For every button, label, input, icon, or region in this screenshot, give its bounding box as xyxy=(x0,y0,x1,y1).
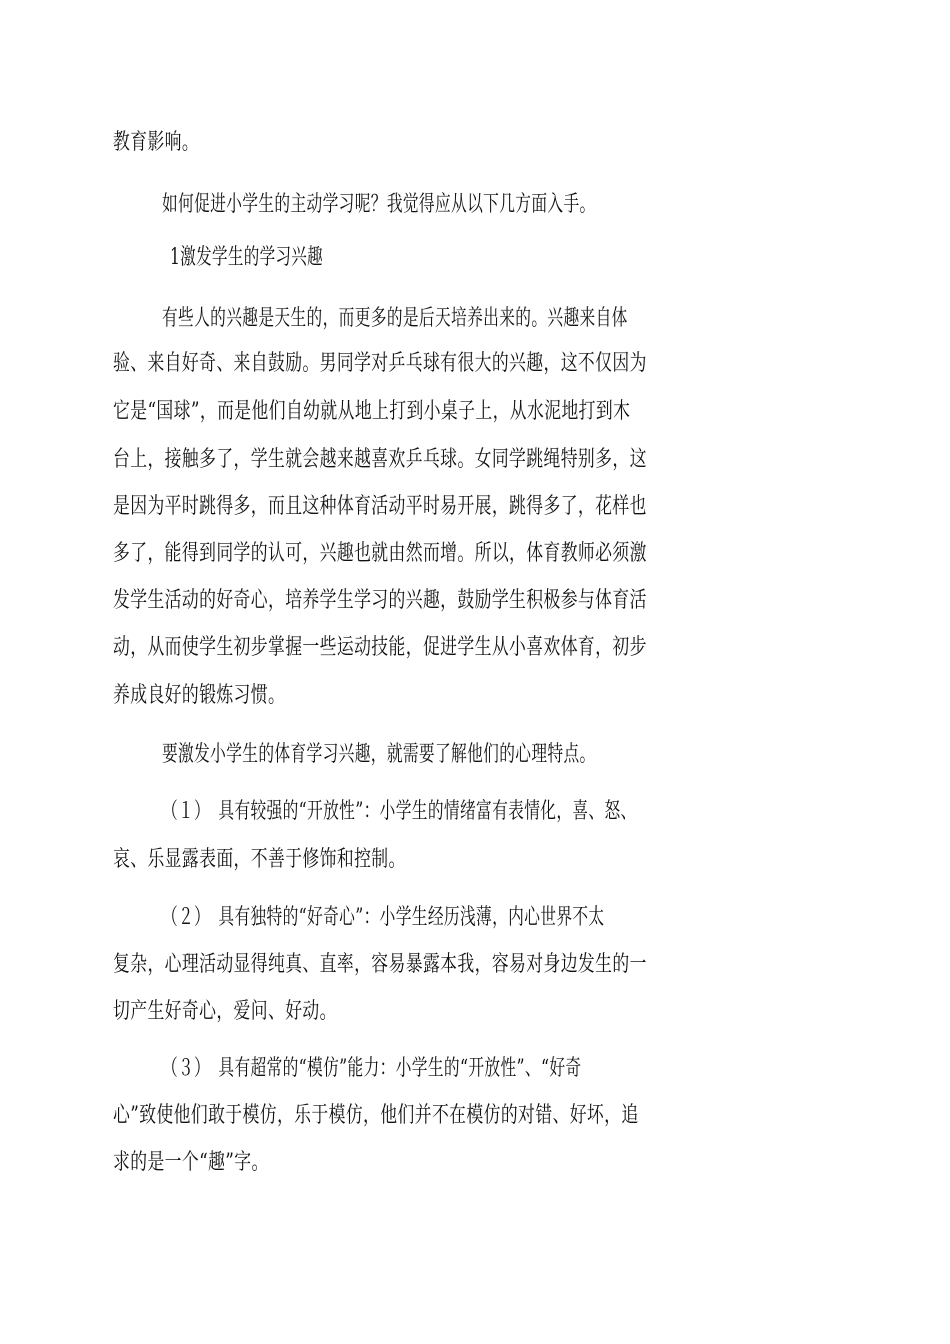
text-line: 多了，能得到同学的认可，兴趣也就由然而增。所以，体育教师必须激 xyxy=(113,541,647,566)
list-item-3: （３） 具有超常的“模仿”能力：小学生的“开放性”、“好奇 xyxy=(162,1056,582,1081)
text-line: 发学生活动的好奇心，培养学生学习的兴趣，鼓励学生积极参与体育活 xyxy=(113,588,647,613)
list-item-1: （１） 具有较强的“开放性”：小学生的情绪富有表情化，喜、怒、 xyxy=(162,799,637,824)
text-line: 心”致使他们敢于模仿，乐于模仿，他们并不在模仿的对错、好坏，追 xyxy=(113,1103,639,1128)
text-line: 哀、乐显露表面，不善于修饰和控制。 xyxy=(113,847,406,872)
text-line: 复杂，心理活动显得纯真、直率，容易暴露本我，容易对身边发生的一 xyxy=(113,952,647,977)
text-line: 教育影响。 xyxy=(113,130,200,155)
text-line: 如何促进小学生的主动学习呢？我觉得应从以下几方面入手。 xyxy=(162,192,596,217)
text-line: 台上，接触多了，学生就会越来越喜欢乒乓球。女同学跳绳特别多，这 xyxy=(113,447,647,472)
text-line: 动，从而使学生初步掌握一些运动技能，促进学生从小喜欢体育，初步 xyxy=(113,635,647,660)
text-line: 它是“国球”，而是他们自幼就从地上打到小桌子上，从水泥地打到木 xyxy=(113,399,631,424)
text-line: 求的是一个“趣”字。 xyxy=(113,1150,269,1175)
text-line: 要激发小学生的体育学习兴趣，就需要了解他们的心理特点。 xyxy=(162,742,596,767)
text-line: 验、来自好奇、来自鼓励。男同学对乒乓球有很大的兴趣，这不仅因为 xyxy=(113,351,647,376)
list-item-2: （２） 具有独特的“好奇心”：小学生经历浅薄，内心世界不太 xyxy=(162,905,605,930)
text-line: 有些人的兴趣是天生的，而更多的是后天培养出来的。兴趣来自体 xyxy=(162,306,628,331)
text-line: 是因为平时跳得多，而且这种体育活动平时易开展，跳得多了，花样也 xyxy=(113,494,647,519)
section-heading: 1激发学生的学习兴趣 xyxy=(170,245,324,270)
text-line: 切产生好奇心，爱问、好动。 xyxy=(113,999,337,1024)
text-line: 养成良好的锻炼习惯。 xyxy=(113,683,286,708)
